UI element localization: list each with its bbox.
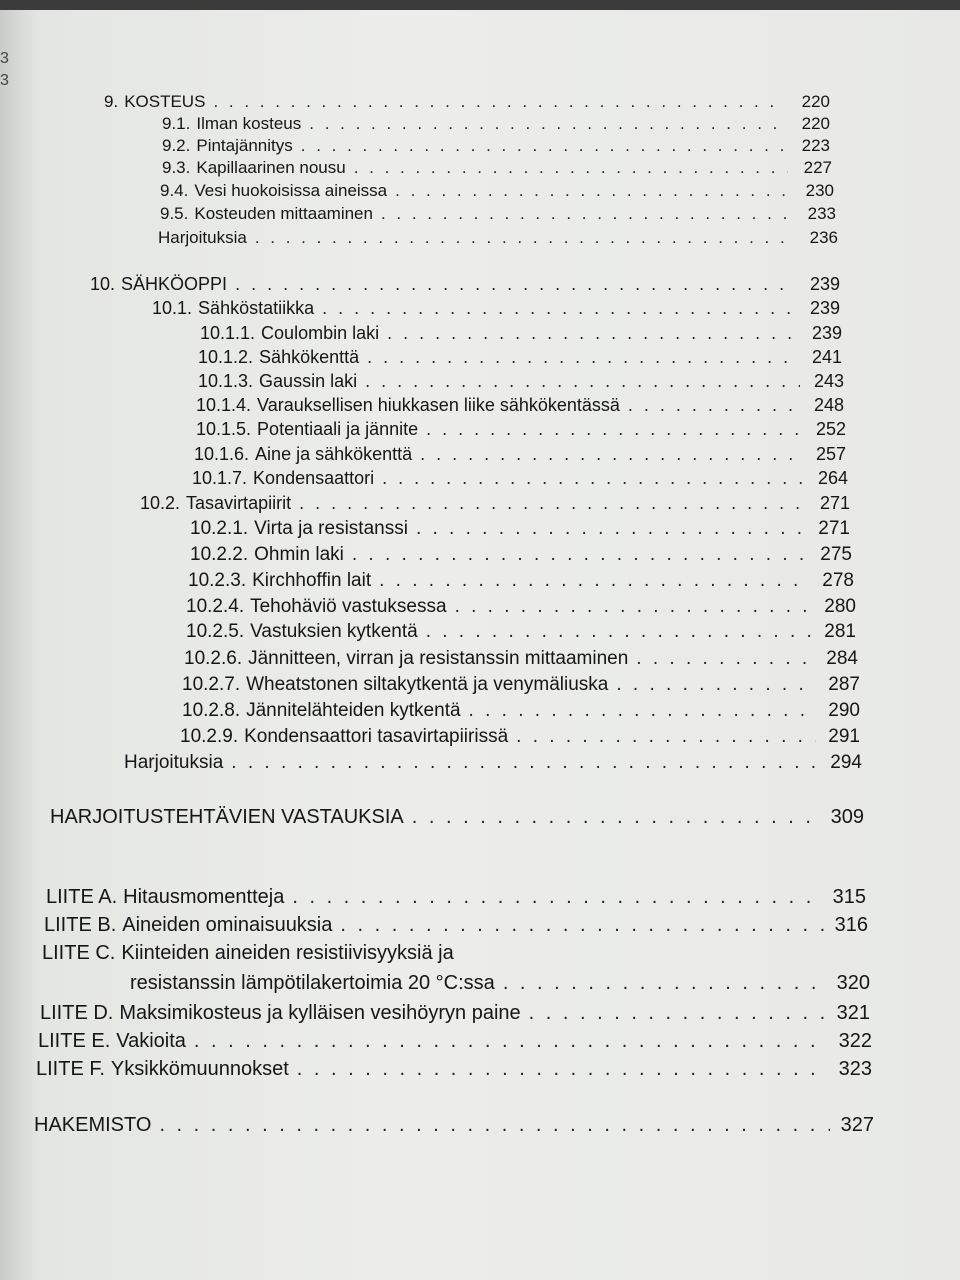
toc-number: 10.1.7. bbox=[192, 468, 248, 488]
leader-dots bbox=[340, 914, 824, 937]
toc-number: LIITE B. bbox=[44, 914, 117, 936]
toc-number: 10.1. bbox=[152, 298, 193, 318]
toc-title: Varauksellisen hiukkasen liike sähkökentässä bbox=[257, 395, 620, 415]
toc-entry bbox=[160, 204, 836, 230]
toc-page: 241 bbox=[811, 347, 842, 367]
toc-page: 252 bbox=[815, 419, 846, 439]
leader-dots bbox=[354, 158, 788, 178]
toc-number: 10.1.6. bbox=[194, 444, 250, 464]
edge-mark: 3 bbox=[0, 50, 9, 67]
toc-number: 10.1.4. bbox=[196, 395, 252, 415]
toc-subentry bbox=[200, 323, 842, 349]
leader-dots bbox=[379, 570, 810, 592]
leader-dots bbox=[616, 674, 816, 696]
toc-title: Aine ja sähkökenttä bbox=[255, 444, 413, 464]
toc-page: 278 bbox=[822, 570, 854, 591]
toc-page: 290 bbox=[828, 700, 860, 721]
leader-dots bbox=[367, 347, 798, 368]
toc-title: Vesi huokoisissa aineissa bbox=[194, 181, 388, 200]
toc-answers bbox=[50, 806, 864, 832]
toc-number: LIITE D. bbox=[40, 1002, 114, 1024]
toc-page: 271 bbox=[819, 493, 850, 513]
toc-title: Sähköstatiikka bbox=[198, 298, 315, 318]
toc-number: 10.2.7. bbox=[182, 674, 241, 695]
toc-number: 10.1.2. bbox=[198, 347, 254, 367]
toc-page: 257 bbox=[815, 444, 846, 464]
toc-page: 239 bbox=[811, 323, 842, 343]
toc-title: Kosteuden mittaaminen bbox=[194, 204, 373, 223]
toc-number: 10.1.1. bbox=[200, 323, 256, 343]
leader-dots bbox=[299, 493, 806, 514]
toc-page: 281 bbox=[824, 621, 856, 642]
toc-number: 10.2.6. bbox=[184, 648, 243, 669]
toc-subentry bbox=[184, 648, 858, 674]
toc-entry bbox=[140, 493, 850, 519]
toc-page: 236 bbox=[809, 228, 838, 247]
toc-page: 271 bbox=[818, 518, 850, 539]
leader-dots bbox=[322, 298, 796, 319]
toc-number: LIITE E. bbox=[38, 1030, 111, 1052]
leader-dots bbox=[420, 444, 802, 465]
toc-title: Coulombin laki bbox=[261, 323, 380, 343]
toc-entry bbox=[152, 298, 840, 324]
toc-title: Jännitelähteiden kytkentä bbox=[246, 700, 461, 721]
toc-title: KOSTEUS bbox=[124, 92, 206, 111]
toc-title: Ilman kosteus bbox=[196, 114, 302, 133]
leader-dots bbox=[255, 228, 794, 248]
toc-subentry bbox=[198, 371, 844, 397]
toc-subentry bbox=[188, 570, 854, 596]
toc-page: 294 bbox=[830, 752, 862, 773]
toc-subentry bbox=[182, 674, 860, 700]
leader-dots bbox=[235, 274, 796, 295]
toc-page: 233 bbox=[807, 204, 836, 223]
toc-appendix bbox=[38, 1030, 872, 1056]
toc-title: SÄHKÖOPPI bbox=[121, 274, 228, 294]
leader-dots bbox=[416, 518, 806, 540]
toc-page: 227 bbox=[803, 158, 832, 177]
toc-page: 243 bbox=[813, 371, 844, 391]
leader-dots bbox=[301, 136, 786, 156]
toc-title: HARJOITUSTEHTÄVIEN VASTAUKSIA bbox=[50, 806, 404, 828]
toc-number: 9.3. bbox=[162, 158, 191, 177]
toc-page: 239 bbox=[809, 274, 840, 294]
toc-title: Virta ja resistanssi bbox=[254, 518, 408, 539]
toc-appendix-continued bbox=[130, 972, 870, 998]
toc-page: 320 bbox=[836, 972, 870, 994]
leader-dots bbox=[292, 886, 822, 909]
leader-dots bbox=[382, 468, 804, 489]
toc-number: 10.1.3. bbox=[198, 371, 254, 391]
leader-dots bbox=[636, 648, 814, 670]
toc-title: Yksikkömuunnokset bbox=[110, 1058, 289, 1080]
toc-title: Maksimikosteus ja kylläisen vesihöyryn paine bbox=[119, 1002, 521, 1024]
toc-title: Vakioita bbox=[116, 1030, 186, 1052]
toc-page: 323 bbox=[838, 1058, 872, 1080]
toc-number: 10.2.5. bbox=[186, 621, 245, 642]
toc-index bbox=[34, 1114, 874, 1140]
toc-page: 275 bbox=[820, 544, 852, 565]
toc-appendix bbox=[42, 942, 742, 968]
toc-subentry bbox=[196, 395, 844, 421]
toc-number: 10.2.4. bbox=[186, 596, 245, 617]
leader-dots bbox=[387, 323, 798, 344]
toc-title: Kondensaattori tasavirtapiirissä bbox=[244, 726, 509, 747]
leader-dots bbox=[628, 395, 800, 416]
leader-dots bbox=[455, 596, 812, 618]
toc-page: 287 bbox=[828, 674, 860, 695]
toc-title: Potentiaali ja jännite bbox=[257, 419, 419, 439]
toc-title: Harjoituksia bbox=[124, 752, 224, 773]
toc-subentry bbox=[196, 419, 846, 445]
toc-appendix bbox=[46, 886, 866, 912]
toc-appendix bbox=[40, 1002, 870, 1028]
edge-mark: 3 bbox=[0, 72, 9, 89]
toc-subentry bbox=[198, 347, 842, 373]
toc-number: 10.2. bbox=[140, 493, 181, 513]
toc-page: 223 bbox=[801, 136, 830, 155]
toc-subentry bbox=[186, 621, 856, 647]
toc-subentry bbox=[190, 544, 852, 570]
leader-dots bbox=[503, 972, 826, 995]
toc-title: Aineiden ominaisuuksia bbox=[122, 914, 333, 936]
toc-title: Kapillaarinen nousu bbox=[196, 158, 346, 177]
toc-page: 321 bbox=[836, 1002, 870, 1024]
leader-dots bbox=[426, 419, 802, 440]
toc-number: 9.5. bbox=[160, 204, 189, 223]
toc-title: Hitausmomentteja bbox=[123, 886, 285, 908]
toc-appendix bbox=[36, 1058, 872, 1084]
toc-appendix bbox=[44, 914, 868, 940]
toc-title: Wheatstonen siltakytkentä ja venymäliuska bbox=[246, 674, 609, 695]
leader-dots bbox=[426, 621, 812, 643]
toc-page: 220 bbox=[801, 92, 830, 111]
toc-chapter bbox=[90, 274, 840, 300]
toc-number: 10.2.9. bbox=[180, 726, 239, 747]
toc-title: Kirchhoffin lait bbox=[252, 570, 372, 591]
leader-dots bbox=[352, 544, 808, 566]
toc-page: 239 bbox=[809, 298, 840, 318]
leader-dots bbox=[365, 371, 800, 392]
toc-page: 315 bbox=[832, 886, 866, 908]
edge-marks bbox=[0, 48, 12, 92]
toc-page: 309 bbox=[830, 806, 864, 828]
leader-dots bbox=[309, 114, 786, 134]
leader-dots bbox=[381, 204, 792, 224]
toc-subentry bbox=[182, 700, 860, 726]
toc-number: 10.2.8. bbox=[182, 700, 241, 721]
toc-number: 10.2.1. bbox=[190, 518, 249, 539]
toc-subentry bbox=[180, 726, 860, 752]
toc-page: 327 bbox=[840, 1114, 874, 1136]
toc-subentry bbox=[192, 468, 848, 494]
toc-title: Kiinteiden aineiden resistiivisyyksiä ja bbox=[121, 942, 454, 964]
toc-number: LIITE F. bbox=[36, 1058, 105, 1080]
leader-dots bbox=[159, 1114, 830, 1137]
book-page bbox=[0, 10, 960, 1280]
toc-title: Vastuksien kytkentä bbox=[250, 621, 418, 642]
toc-page: 248 bbox=[813, 395, 844, 415]
toc-number: 9.2. bbox=[162, 136, 191, 155]
toc-subentry bbox=[186, 596, 856, 622]
toc-title: Jännitteen, virran ja resistanssin mittaaminen bbox=[248, 648, 629, 669]
toc-number: 9.4. bbox=[160, 181, 189, 200]
toc-number: LIITE C. bbox=[42, 942, 116, 964]
toc-number: 9.1. bbox=[162, 114, 191, 133]
toc-page: 230 bbox=[805, 181, 834, 200]
toc-title: Pintajännitys bbox=[196, 136, 293, 155]
toc-title: Harjoituksia bbox=[158, 228, 247, 247]
toc-number: 9. bbox=[104, 92, 119, 111]
toc-page: 280 bbox=[824, 596, 856, 617]
toc-title: resistanssin lämpötilakertoimia 20 °C:ssa bbox=[130, 972, 495, 994]
toc-title: Kondensaattori bbox=[253, 468, 375, 488]
toc-page: 264 bbox=[817, 468, 848, 488]
leader-dots bbox=[516, 726, 816, 748]
toc-page: 291 bbox=[828, 726, 860, 747]
toc-number: LIITE A. bbox=[46, 886, 118, 908]
toc-page: 322 bbox=[838, 1030, 872, 1052]
toc-title: Tehohäviö vastuksessa bbox=[250, 596, 447, 617]
leader-dots bbox=[412, 806, 820, 829]
toc-number: 10.2.2. bbox=[190, 544, 249, 565]
toc-entry bbox=[124, 752, 862, 778]
toc-number: 10.1.5. bbox=[196, 419, 252, 439]
toc-number: 10.2.3. bbox=[188, 570, 247, 591]
toc-subentry bbox=[194, 444, 846, 470]
toc-page: 284 bbox=[826, 648, 858, 669]
toc-title: Ohmin laki bbox=[254, 544, 344, 565]
leader-dots bbox=[469, 700, 816, 722]
toc-page: 220 bbox=[801, 114, 830, 133]
leader-dots bbox=[297, 1058, 828, 1081]
leader-dots bbox=[395, 181, 790, 201]
toc-title: Gaussin laki bbox=[259, 371, 358, 391]
toc-page: 316 bbox=[834, 914, 868, 936]
toc-entry bbox=[158, 228, 838, 254]
toc-title: Sähkökenttä bbox=[259, 347, 360, 367]
leader-dots bbox=[529, 1002, 826, 1025]
toc-title: HAKEMISTO bbox=[34, 1114, 152, 1136]
leader-dots bbox=[194, 1030, 828, 1053]
toc-subentry bbox=[190, 518, 850, 544]
toc-title: Tasavirtapiirit bbox=[186, 493, 292, 513]
toc-number: 10. bbox=[90, 274, 116, 294]
leader-dots bbox=[231, 752, 818, 774]
leader-dots bbox=[213, 92, 786, 112]
